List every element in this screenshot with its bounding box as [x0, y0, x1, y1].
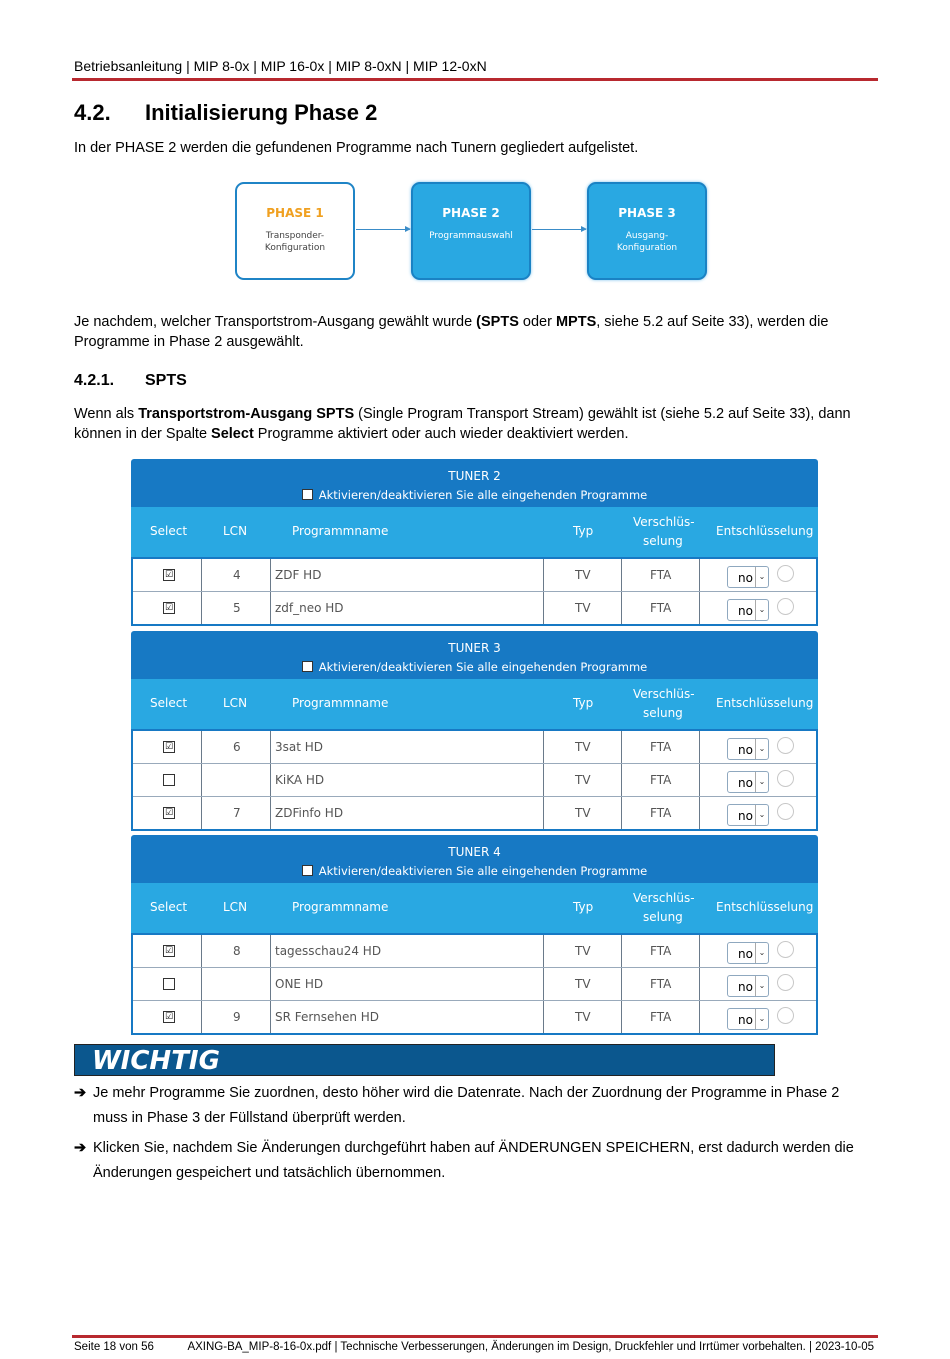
col-verschluesselung-1: Verschlüs-: [633, 891, 695, 905]
select-all-label: Aktivieren/deaktivieren Sie alle eingehenden Programme: [318, 660, 648, 674]
programme-name-cell: KiKA HD: [275, 773, 325, 787]
cell-divider: [621, 797, 622, 829]
col-entschluesselung: Entschlüsselung: [716, 900, 814, 914]
cell-divider: [201, 764, 202, 796]
col-typ: Typ: [573, 524, 594, 538]
table-rows: [131, 935, 818, 1035]
phase-2-title: PHASE 2: [442, 206, 500, 220]
para3-text-1: Wenn als: [74, 406, 139, 422]
encryption-cell: FTA: [650, 806, 672, 820]
column-header-row: [131, 679, 818, 731]
cell-divider: [543, 797, 544, 829]
radio-button[interactable]: [777, 565, 794, 582]
para3-bold-2: Select: [211, 426, 254, 442]
table-row: [133, 591, 816, 624]
typ-cell: TV: [575, 568, 591, 582]
col-programmname: Programmname: [292, 900, 389, 914]
phase-arrow-1: [356, 229, 410, 230]
cell-divider: [201, 968, 202, 1000]
encryption-cell: FTA: [650, 977, 672, 991]
tuner-table-3: [131, 631, 818, 831]
cell-divider: [699, 764, 700, 796]
cell-divider: [621, 935, 622, 967]
select-all-checkbox[interactable]: [302, 661, 313, 672]
encryption-cell: FTA: [650, 944, 672, 958]
col-verschluesselung-2: selung: [643, 706, 683, 720]
decryption-value: no: [738, 743, 753, 757]
col-verschluesselung-2: selung: [643, 910, 683, 924]
tuner-table-2: [131, 459, 818, 626]
cell-divider: [201, 731, 202, 763]
cell-divider: [270, 764, 271, 796]
header-rule: [72, 78, 878, 81]
chevron-down-icon: ⌄: [755, 1009, 768, 1029]
col-lcn: LCN: [223, 900, 248, 914]
radio-button[interactable]: [777, 737, 794, 754]
decryption-value: no: [738, 604, 753, 618]
select-all[interactable]: [131, 864, 818, 878]
col-select: Select: [150, 524, 188, 538]
decryption-select[interactable]: [727, 1008, 769, 1030]
col-select: Select: [150, 900, 188, 914]
tuner-header: [131, 631, 818, 679]
phase-1-title: PHASE 1: [266, 206, 324, 220]
typ-cell: TV: [575, 1010, 591, 1024]
lcn-cell: 5: [233, 601, 241, 615]
cell-divider: [621, 968, 622, 1000]
cell-divider: [699, 592, 700, 624]
para2-bold-1: (SPTS: [476, 314, 519, 330]
chevron-down-icon: ⌄: [755, 772, 768, 792]
spts-paragraph: [74, 404, 874, 444]
col-programmname: Programmname: [292, 696, 389, 710]
lcn-cell: 7: [233, 806, 241, 820]
phase-2-box: [411, 182, 531, 280]
phase-1-sub2: Konfiguration: [264, 243, 326, 253]
para2-text-3: , siehe 5.2 auf Seite 33), werden die Programme in Phase 2 ausgewählt.: [74, 314, 829, 350]
phase-3-title: PHASE 3: [618, 206, 676, 220]
chevron-down-icon: ⌄: [755, 600, 768, 620]
lcn-cell: 9: [233, 1010, 241, 1024]
cell-divider: [201, 935, 202, 967]
cell-divider: [543, 764, 544, 796]
select-checkbox[interactable]: ☑: [164, 808, 174, 818]
select-all-label: Aktivieren/deaktivieren Sie alle eingehenden Programme: [318, 488, 648, 502]
radio-button[interactable]: [777, 941, 794, 958]
col-lcn: LCN: [223, 696, 248, 710]
col-verschluesselung-1: Verschlüs-: [633, 687, 695, 701]
cell-divider: [699, 935, 700, 967]
cell-divider: [201, 592, 202, 624]
encryption-cell: FTA: [650, 773, 672, 787]
radio-button[interactable]: [777, 974, 794, 991]
tuner-name: TUNER 3: [448, 641, 501, 655]
decryption-select[interactable]: [727, 804, 769, 826]
col-entschluesselung: Entschlüsselung: [716, 696, 814, 710]
radio-button[interactable]: [777, 1007, 794, 1024]
cell-divider: [270, 968, 271, 1000]
wichtig-bullet-2: [74, 1136, 874, 1186]
cell-divider: [699, 559, 700, 591]
wichtig-title: WICHTIG: [92, 1046, 220, 1076]
tuner-header: [131, 835, 818, 883]
decryption-value: no: [738, 980, 753, 994]
table-row: [133, 763, 816, 796]
select-all[interactable]: [131, 660, 818, 674]
phase-arrow-2: [532, 229, 586, 230]
col-typ: Typ: [573, 696, 594, 710]
decryption-value: no: [738, 809, 753, 823]
column-header-row: [131, 883, 818, 935]
tuner-name: TUNER 2: [448, 469, 501, 483]
radio-button[interactable]: [777, 803, 794, 820]
para3-text-2: (Single Program Transport Stream) gewählt ist (siehe 5.2 auf Seite 33), dann können in der Spalte: [74, 406, 851, 442]
cell-divider: [699, 1001, 700, 1033]
cell-divider: [270, 935, 271, 967]
programme-name-cell: ZDFinfo HD: [275, 806, 344, 820]
lcn-cell: 8: [233, 944, 241, 958]
cell-divider: [543, 968, 544, 1000]
wichtig-bullet-1: [74, 1081, 874, 1131]
para2-bold-2: MPTS: [555, 314, 597, 330]
cell-divider: [699, 731, 700, 763]
cell-divider: [543, 592, 544, 624]
col-lcn: LCN: [223, 524, 248, 538]
cell-divider: [543, 1001, 544, 1033]
bullet-text: Klicken Sie, nachdem Sie Änderungen durchgeführt haben auf ÄNDERUNGEN SPEICHERN, erst dadurch werden die Änderungen gespeichert und tatsächlich übernommen.: [93, 1140, 854, 1181]
cell-divider: [621, 1001, 622, 1033]
para2-text-2: oder: [518, 314, 556, 330]
decryption-select[interactable]: [727, 975, 769, 997]
select-checkbox[interactable]: ☑: [164, 946, 174, 956]
decryption-select[interactable]: [727, 942, 769, 964]
para3-bold-1: Transportstrom-Ausgang SPTS: [138, 406, 355, 422]
programme-name-cell: ONE HD: [275, 977, 324, 991]
typ-cell: TV: [575, 740, 591, 754]
encryption-cell: FTA: [650, 568, 672, 582]
col-select: Select: [150, 696, 188, 710]
select-all-label: Aktivieren/deaktivieren Sie alle eingehenden Programme: [318, 864, 648, 878]
col-entschluesselung: Entschlüsselung: [716, 524, 814, 538]
cell-divider: [621, 764, 622, 796]
select-checkbox[interactable]: [163, 774, 175, 786]
table-row: [133, 967, 816, 1000]
section-number: 4.2.: [74, 100, 111, 125]
cell-divider: [621, 559, 622, 591]
radio-button[interactable]: [777, 770, 794, 787]
cell-divider: [201, 797, 202, 829]
select-all-checkbox[interactable]: [302, 489, 313, 500]
select-checkbox[interactable]: ☑: [164, 570, 174, 580]
chevron-down-icon: ⌄: [755, 739, 768, 759]
col-verschluesselung-2: selung: [643, 534, 683, 548]
cell-divider: [270, 1001, 271, 1033]
typ-cell: TV: [575, 773, 591, 787]
footer-note: AXING-BA_MIP-8-16-0x.pdf | Technische Verbesserungen, Änderungen im Design, Druckfehler und Irrtümer vorbehalten. | 2023-10-05: [187, 1341, 874, 1353]
transport-paragraph: [74, 312, 874, 352]
decryption-value: no: [738, 571, 753, 585]
programme-name-cell: zdf_neo HD: [275, 601, 344, 615]
tuner-header: [131, 459, 818, 507]
cell-divider: [621, 592, 622, 624]
footer-page: Seite 18 von 56: [74, 1341, 154, 1353]
subsection-number: 4.2.1.: [74, 372, 115, 389]
arrow-right-icon: ➔: [74, 1140, 87, 1156]
col-typ: Typ: [573, 900, 594, 914]
cell-divider: [699, 968, 700, 1000]
programme-name-cell: ZDF HD: [275, 568, 322, 582]
column-header-row: [131, 507, 818, 559]
typ-cell: TV: [575, 944, 591, 958]
phase-3-box: [587, 182, 707, 280]
typ-cell: TV: [575, 601, 591, 615]
table-row: [133, 935, 816, 967]
decryption-select[interactable]: [727, 599, 769, 621]
subsection-title: SPTS: [145, 372, 187, 389]
decryption-value: no: [738, 1013, 753, 1027]
cell-divider: [621, 731, 622, 763]
cell-divider: [201, 559, 202, 591]
cell-divider: [201, 1001, 202, 1033]
decryption-value: no: [738, 776, 753, 790]
phase-3-sub2: Konfiguration: [616, 243, 678, 253]
select-all[interactable]: [131, 488, 818, 502]
encryption-cell: FTA: [650, 1010, 672, 1024]
encryption-cell: FTA: [650, 740, 672, 754]
table-row: [133, 1000, 816, 1033]
lcn-cell: 6: [233, 740, 241, 754]
arrow-right-icon: ➔: [74, 1085, 87, 1101]
tuner-table-4: [131, 835, 818, 1035]
decryption-select[interactable]: [727, 771, 769, 793]
phase-3-sub1: Ausgang-: [625, 231, 669, 241]
cell-divider: [270, 559, 271, 591]
programme-name-cell: SR Fernsehen HD: [275, 1010, 380, 1024]
chevron-down-icon: ⌄: [755, 943, 768, 963]
footer-rule: [72, 1335, 878, 1338]
chevron-down-icon: ⌄: [755, 567, 768, 587]
section-title: Initialisierung Phase 2: [145, 100, 378, 125]
lcn-cell: 4: [233, 568, 241, 582]
col-verschluesselung-1: Verschlüs-: [633, 515, 695, 529]
typ-cell: TV: [575, 806, 591, 820]
para3-text-3: Programme aktiviert oder auch wieder deaktiviert werden.: [253, 426, 629, 442]
para2-text-1: Je nachdem, welcher Transportstrom-Ausgang gewählt wurde: [74, 314, 477, 330]
select-all-checkbox[interactable]: [302, 865, 313, 876]
select-checkbox[interactable]: [163, 978, 175, 990]
cell-divider: [270, 731, 271, 763]
cell-divider: [699, 797, 700, 829]
cell-divider: [270, 797, 271, 829]
typ-cell: TV: [575, 977, 591, 991]
phase-1-sub1: Transponder-: [265, 231, 325, 241]
cell-divider: [543, 935, 544, 967]
chevron-down-icon: ⌄: [755, 976, 768, 996]
select-checkbox[interactable]: ☑: [164, 603, 174, 613]
encryption-cell: FTA: [650, 601, 672, 615]
table-rows: [131, 731, 818, 831]
radio-button[interactable]: [777, 598, 794, 615]
select-checkbox[interactable]: ☑: [164, 1012, 174, 1022]
phase-2-sub1: Programmauswahl: [429, 231, 513, 241]
decryption-select[interactable]: [727, 566, 769, 588]
page-header: Betriebsanleitung | MIP 8-0x | MIP 16-0x | MIP 8-0xN | MIP 12-0xN: [74, 58, 487, 74]
select-checkbox[interactable]: ☑: [164, 742, 174, 752]
bullet-text: Je mehr Programme Sie zuordnen, desto höher wird die Datenrate. Nach der Zuordnung der Programme in Phase 2 muss in Phase 3 der Füllstand überprüft werden.: [93, 1085, 840, 1126]
intro-paragraph: In der PHASE 2 werden die gefundenen Programme nach Tunern gegliedert aufgelistet.: [74, 140, 639, 156]
cell-divider: [543, 731, 544, 763]
cell-divider: [543, 559, 544, 591]
programme-name-cell: 3sat HD: [275, 740, 324, 754]
decryption-select[interactable]: [727, 738, 769, 760]
col-programmname: Programmname: [292, 524, 389, 538]
table-row: [133, 796, 816, 829]
decryption-value: no: [738, 947, 753, 961]
chevron-down-icon: ⌄: [755, 805, 768, 825]
table-rows: [131, 559, 818, 626]
phase-1-box: [235, 182, 355, 280]
programme-name-cell: tagesschau24 HD: [275, 944, 382, 958]
table-row: [133, 559, 816, 591]
tuner-name: TUNER 4: [448, 845, 501, 859]
table-row: [133, 731, 816, 763]
cell-divider: [270, 592, 271, 624]
